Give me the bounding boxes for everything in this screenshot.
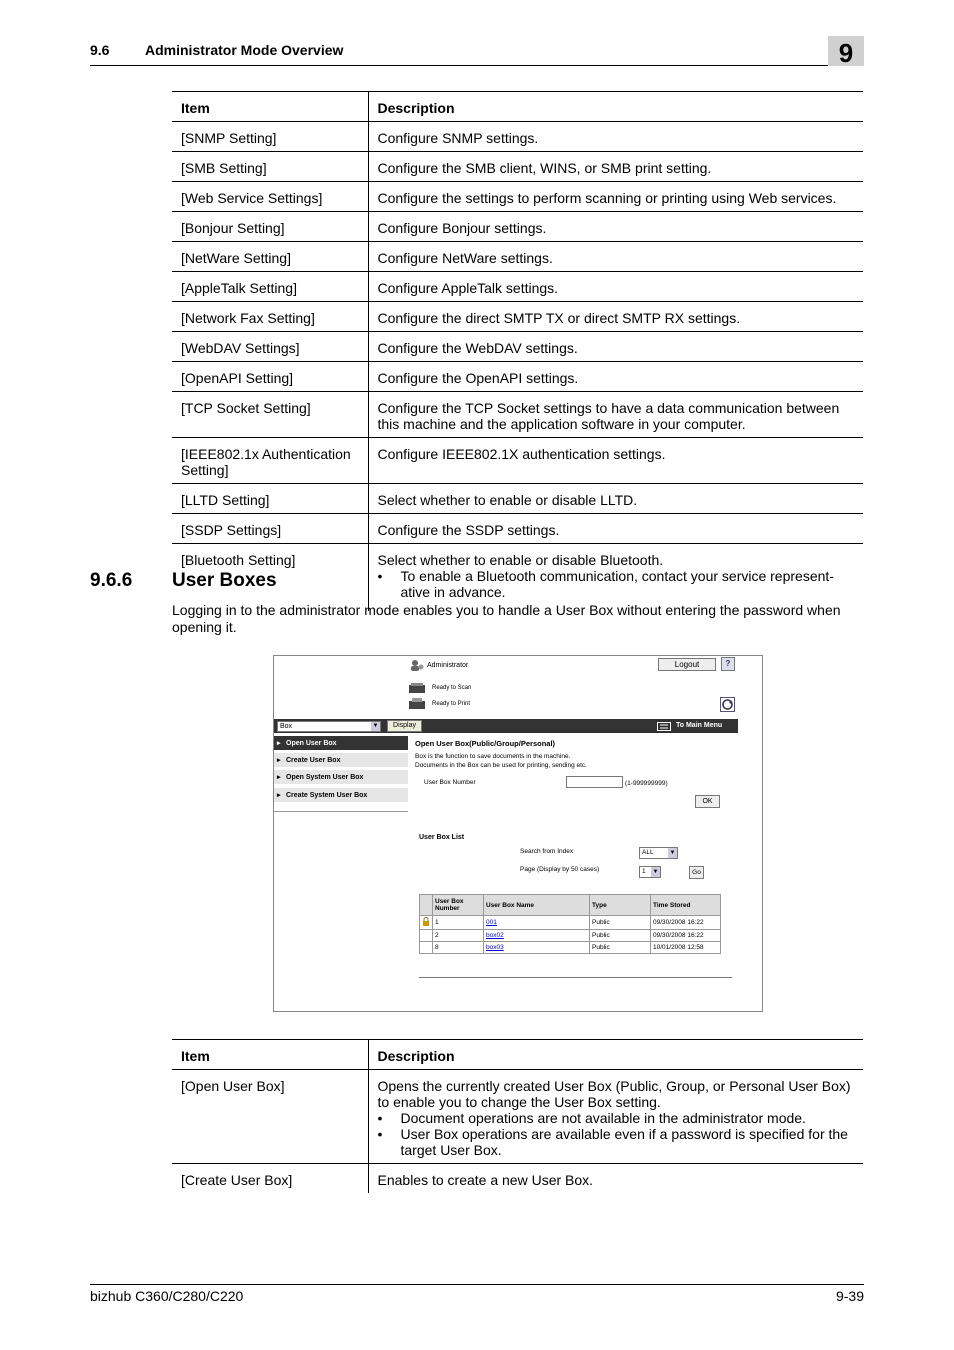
desc-cell: Configure NetWare settings.	[368, 242, 863, 272]
item-cell: [Web Service Settings]	[172, 182, 368, 212]
triangle-icon: ▸	[277, 774, 281, 781]
box-select[interactable]	[277, 721, 381, 732]
user-box-number-input[interactable]	[566, 776, 623, 788]
table-row	[172, 438, 863, 484]
table-row	[172, 152, 863, 182]
header-section-number: 9.6	[90, 42, 110, 58]
desc-cell: Configure the settings to perform scanning or printing using Web services.	[368, 182, 863, 212]
user-box-list-table	[419, 894, 721, 954]
item-cell: [AppleTalk Setting]	[172, 272, 368, 302]
intro-paragraph: Logging in to the administrator mode enables you to handle a User Box without entering the password when opening it.	[172, 602, 841, 635]
table-row[interactable]	[420, 942, 721, 954]
menu-icon	[657, 722, 671, 731]
desc-cell	[368, 1070, 863, 1164]
main-title: Open User Box(Public/Group/Personal)	[415, 739, 556, 748]
side-create-system-user-box[interactable]	[274, 788, 408, 803]
table-row	[172, 302, 863, 332]
list-header-name: User Box Name	[484, 895, 590, 916]
main-desc-1: Box is the function to save documents in the machine.	[415, 753, 571, 760]
table-header-item: Item	[172, 1040, 368, 1070]
section-title: User Boxes	[172, 570, 277, 591]
side-open-user-box[interactable]	[274, 736, 408, 751]
search-index-label: Search from Index	[520, 848, 574, 855]
bullet-text: Document operations are not available in the administrator mode.	[400, 1110, 806, 1126]
bullet-icon: •	[377, 1126, 383, 1142]
list-bottom-rule	[419, 977, 732, 978]
bullet-text: User Box operations are available even if a password is specified for the target User Box.	[400, 1126, 848, 1158]
ready-to-print: Ready to Print	[432, 701, 471, 707]
side-item-label: Create System User Box	[286, 792, 368, 799]
printer-icon	[408, 697, 426, 711]
side-open-system-user-box[interactable]	[274, 770, 408, 785]
desc-text: Opens the currently created User Box (Public, Group, or Personal User Box) to enable you to change the User Box setting.	[377, 1078, 851, 1110]
desc-cell: Configure Bonjour settings.	[368, 212, 863, 242]
table-row[interactable]	[420, 930, 721, 942]
table-row	[172, 182, 863, 212]
row-name-link[interactable]: box03	[484, 942, 590, 954]
table-row	[172, 122, 863, 152]
display-button[interactable]: Display	[387, 720, 422, 732]
user-box-screenshot	[273, 655, 763, 1012]
desc-cell: Configure the TCP Socket settings to have a data communication between this machine and the application software in your computer.	[368, 392, 863, 438]
bullet-item	[378, 568, 855, 600]
item-cell: [Network Fax Setting]	[172, 302, 368, 332]
bullet-icon: •	[377, 1110, 383, 1126]
row-type: Public	[590, 930, 651, 942]
side-item-label: Create User Box	[286, 757, 341, 764]
settings-table	[172, 91, 863, 611]
side-create-user-box[interactable]	[274, 753, 408, 768]
triangle-icon: ▸	[277, 757, 281, 764]
row-time: 09/30/2008 16:22	[651, 916, 721, 930]
table-header-item: Item	[172, 92, 368, 122]
user-box-items-table	[172, 1039, 863, 1193]
bullet-item	[378, 1126, 855, 1158]
row-name-link[interactable]: box02	[484, 930, 590, 942]
item-cell: [IEEE802.1x Authentication Setting]	[172, 438, 368, 484]
list-title: User Box List	[419, 834, 465, 841]
table-row	[172, 242, 863, 272]
footer-page: 9-39	[835, 1288, 864, 1304]
side-divider	[274, 811, 408, 812]
bullet-item	[378, 1110, 855, 1126]
page-select[interactable]	[639, 866, 661, 878]
footer-product: bizhub C360/C280/C220	[90, 1288, 244, 1304]
item-cell: [NetWare Setting]	[172, 242, 368, 272]
ready-to-scan: Ready to Scan	[432, 685, 472, 691]
desc-cell: Configure the OpenAPI settings.	[368, 362, 863, 392]
table-header-description: Description	[368, 1040, 863, 1070]
item-cell: [Create User Box]	[172, 1164, 368, 1194]
admin-label: Administrator	[427, 662, 469, 669]
item-cell: [SNMP Setting]	[172, 122, 368, 152]
item-cell: [TCP Socket Setting]	[172, 392, 368, 438]
page-value: 1	[642, 868, 646, 875]
section-number: 9.6.6	[90, 570, 133, 591]
triangle-icon: ▸	[277, 792, 281, 799]
list-header-time: Time Stored	[651, 895, 721, 916]
list-header-number: User Box Number	[433, 895, 484, 916]
page-label: Page (Display by 50 cases)	[520, 866, 600, 873]
desc-cell: Enables to create a new User Box.	[377, 1172, 594, 1188]
row-time: 09/30/2008 16:22	[651, 930, 721, 942]
item-cell: [Bonjour Setting]	[172, 212, 368, 242]
item-cell: [SSDP Settings]	[172, 514, 368, 544]
lock-icon	[422, 917, 430, 926]
row-time: 10/01/2008 12:58	[651, 942, 721, 954]
table-row	[172, 272, 863, 302]
desc-cell: Configure IEEE802.1X authentication settings.	[368, 438, 863, 484]
desc-cell	[368, 544, 863, 612]
table-row	[172, 1164, 863, 1194]
table-row	[172, 362, 863, 392]
item-cell: [WebDAV Settings]	[172, 332, 368, 362]
row-number: 1	[433, 916, 484, 930]
search-index-select[interactable]	[639, 847, 678, 859]
help-button[interactable]: ?	[721, 657, 735, 671]
footer-rule	[90, 1284, 864, 1285]
row-number: 2	[433, 930, 484, 942]
lock-cell	[420, 930, 433, 942]
lock-column-header	[420, 895, 433, 916]
item-cell: [OpenAPI Setting]	[172, 362, 368, 392]
to-main-menu-link[interactable]: To Main Menu	[676, 722, 723, 729]
triangle-icon: ▸	[277, 740, 281, 747]
item-cell: [Open User Box]	[172, 1070, 368, 1164]
chevron-down-icon: ▼	[652, 869, 659, 875]
desc-cell: Configure the SMB client, WINS, or SMB print setting.	[368, 152, 863, 182]
chevron-down-icon: ▼	[669, 850, 676, 856]
item-cell: [SMB Setting]	[172, 152, 368, 182]
row-type: Public	[590, 942, 651, 954]
row-name-link[interactable]: 001	[484, 916, 590, 930]
table-row	[172, 212, 863, 242]
table-row[interactable]	[420, 916, 721, 930]
item-cell: [Bluetooth Setting]	[172, 544, 368, 612]
search-index-value: ALL	[642, 849, 654, 856]
desc-cell: Configure AppleTalk settings.	[368, 272, 863, 302]
table-row	[172, 484, 863, 514]
table-row	[172, 332, 863, 362]
row-number: 8	[433, 942, 484, 954]
desc-text: Select whether to enable or disable Bluetooth.	[377, 552, 664, 568]
desc-cell: Configure the SSDP settings.	[368, 514, 863, 544]
main-desc-2: Documents in the Box can be used for printing, sending etc.	[415, 762, 587, 769]
desc-cell: Select whether to enable or disable LLTD.	[368, 484, 863, 514]
go-button[interactable]: Go	[689, 866, 704, 879]
chapter-number: 9	[828, 36, 864, 66]
logout-button[interactable]: Logout	[658, 658, 716, 671]
header-section-title: Administrator Mode Overview	[145, 42, 344, 58]
desc-cell: Configure SNMP settings.	[368, 122, 863, 152]
box-select-value: Box	[280, 723, 293, 730]
table-row	[172, 514, 863, 544]
item-cell: [LLTD Setting]	[172, 484, 368, 514]
user-box-number-label: User Box Number	[424, 779, 476, 786]
range-hint: (1-999999999)	[625, 780, 668, 787]
table-row	[172, 1070, 863, 1164]
refresh-icon[interactable]	[720, 697, 735, 712]
desc-cell: Configure the direct SMTP TX or direct SMTP RX settings.	[368, 302, 863, 332]
table-header-description: Description	[368, 92, 863, 122]
side-item-label: Open System User Box	[286, 774, 364, 781]
bullet-text: To enable a Bluetooth communication, contact your service represent-ative in advance.	[400, 568, 834, 600]
chevron-down-icon: ▼	[372, 723, 379, 729]
lock-cell	[420, 942, 433, 954]
desc-cell: Configure the WebDAV settings.	[368, 332, 863, 362]
table-row	[172, 392, 863, 438]
side-item-label: Open User Box	[286, 740, 337, 747]
header-rule	[90, 65, 864, 66]
admin-icon	[410, 659, 424, 671]
row-type: Public	[590, 916, 651, 930]
list-header-type: Type	[590, 895, 651, 916]
scanner-icon	[408, 682, 426, 695]
lock-cell	[420, 916, 433, 930]
bullet-icon: •	[377, 568, 383, 584]
ok-button[interactable]: OK	[695, 795, 720, 808]
